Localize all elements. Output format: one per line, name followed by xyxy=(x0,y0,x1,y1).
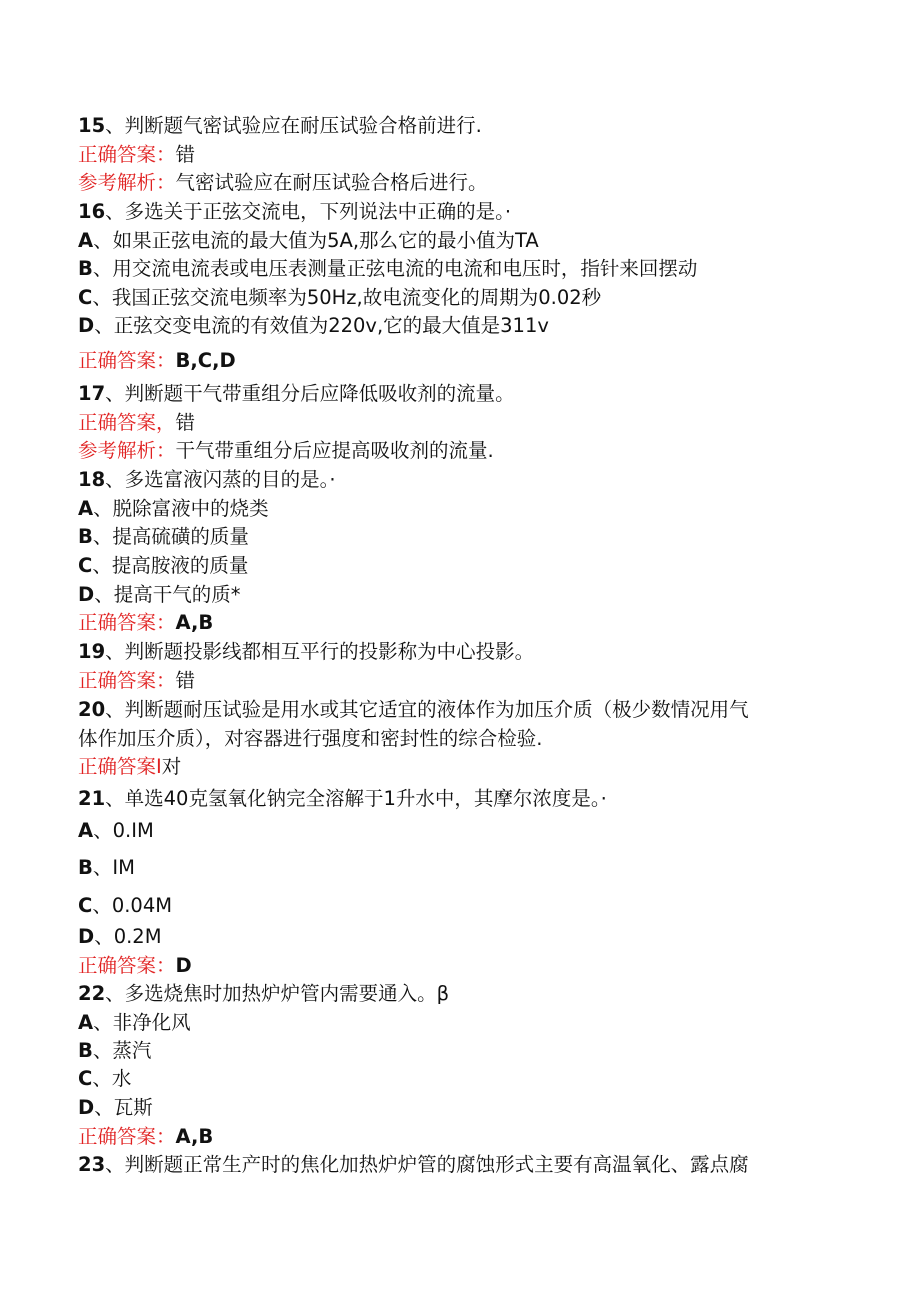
question-15 xyxy=(78,113,482,139)
question-21 xyxy=(78,786,607,812)
option-letter: A xyxy=(78,497,94,520)
answer-line xyxy=(78,1124,213,1150)
explanation-label: 参考解析： xyxy=(78,171,176,194)
option-text: 、0.04M xyxy=(92,894,173,917)
answer-label: 正确答案： xyxy=(78,954,176,977)
question-20 xyxy=(78,697,749,723)
option-letter: D xyxy=(78,925,95,948)
answer-value: B,C,D xyxy=(175,349,236,372)
answer-value: D xyxy=(175,954,192,977)
option-text: 、提高胺液的质量 xyxy=(92,554,249,577)
answer-line xyxy=(78,142,195,168)
answer-label: 正确答案I xyxy=(78,755,162,778)
question-text: 、判断题耐压试验是用水或其它适宜的液体作为加压介质（极少数情况用气 xyxy=(105,698,749,721)
option-text: 、瓦斯 xyxy=(94,1096,153,1119)
question-17 xyxy=(78,381,515,407)
question-continuation xyxy=(78,726,542,752)
question-text: 、单选40克氢氧化钠完全溶解于1升水中，其摩尔浓度是。· xyxy=(105,787,607,810)
option-letter: B xyxy=(78,1039,93,1062)
question-19 xyxy=(78,639,534,665)
option-d xyxy=(78,1095,153,1121)
question-text: 、判断题投影线都相互平行的投影称为中心投影。 xyxy=(105,640,535,663)
continuation-text: 体作加压介质），对容器进行强度和密封性的综合检验. xyxy=(78,727,543,750)
question-text: 、多选关于正弦交流电，下列说法中正确的是。· xyxy=(105,200,512,223)
option-c xyxy=(78,285,601,311)
option-letter: A xyxy=(78,229,94,252)
question-number: 19 xyxy=(78,640,106,663)
option-a xyxy=(78,496,269,522)
option-b xyxy=(78,256,697,282)
option-d xyxy=(78,582,240,608)
question-16 xyxy=(78,199,511,225)
explanation-line xyxy=(78,438,494,464)
question-23 xyxy=(78,1152,749,1178)
answer-value: A,B xyxy=(175,611,214,634)
option-c xyxy=(78,1066,131,1092)
explanation-line xyxy=(78,170,488,196)
option-d xyxy=(78,924,162,950)
option-text: 、IM xyxy=(92,856,135,879)
option-letter: B xyxy=(78,525,93,548)
question-text: 、判断题正常生产时的焦化加热炉炉管的腐蚀形式主要有高温氧化、露点腐 xyxy=(105,1153,749,1176)
option-letter: D xyxy=(78,1096,95,1119)
option-letter: C xyxy=(78,286,93,309)
option-letter: A xyxy=(78,1011,94,1034)
answer-line xyxy=(78,410,195,436)
answer-label: 正确答案， xyxy=(78,411,176,434)
option-text: 、0.IM xyxy=(93,819,154,842)
question-text: 、多选烧焦时加热炉炉管内需要通入。β xyxy=(105,982,450,1005)
question-number: 20 xyxy=(78,698,106,721)
answer-line xyxy=(78,754,181,780)
question-text: 、多选富液闪蒸的目的是。· xyxy=(105,468,336,491)
option-text: 、提高硫磺的质量 xyxy=(92,525,249,548)
answer-line xyxy=(78,668,195,694)
answer-line xyxy=(78,610,213,636)
option-letter: D xyxy=(78,314,95,337)
option-b xyxy=(78,524,249,550)
option-a xyxy=(78,818,154,844)
option-letter: A xyxy=(78,819,94,842)
answer-value: 对 xyxy=(161,755,182,778)
option-letter: B xyxy=(78,856,93,879)
option-b xyxy=(78,1038,151,1064)
question-number: 21 xyxy=(78,787,106,810)
explanation-text: 气密试验应在耐压试验合格后进行。 xyxy=(175,171,488,194)
question-number: 15 xyxy=(78,114,106,137)
answer-label: 正确答案： xyxy=(78,669,176,692)
question-22 xyxy=(78,981,449,1007)
question-number: 18 xyxy=(78,468,106,491)
option-d xyxy=(78,313,549,339)
option-c xyxy=(78,893,172,919)
option-text: 、用交流电流表或电压表测量正弦电流的电流和电压时，指针来回摆动 xyxy=(92,257,698,280)
option-text: 、提高干气的质* xyxy=(94,583,241,606)
answer-value: 错 xyxy=(175,143,196,166)
option-text: 、正弦交变电流的有效值为220v,它的最大值是311v xyxy=(94,314,549,337)
option-a xyxy=(78,1010,191,1036)
question-number: 17 xyxy=(78,382,106,405)
question-text: 、判断题干气带重组分后应降低吸收剂的流量。 xyxy=(105,382,515,405)
option-text: 、蒸汽 xyxy=(92,1039,152,1062)
answer-label: 正确答案： xyxy=(78,143,176,166)
option-a xyxy=(78,228,539,254)
question-18 xyxy=(78,467,336,493)
option-text: 、非净化风 xyxy=(93,1011,191,1034)
option-text: 、脱除富液中的烧类 xyxy=(93,497,269,520)
option-text: 、0.2M xyxy=(94,925,162,948)
option-text: 、我国正弦交流电频率为50Hz,故电流变化的周期为0.02秒 xyxy=(92,286,602,309)
explanation-text: 干气带重组分后应提高吸收剂的流量. xyxy=(175,439,494,462)
answer-line xyxy=(78,348,236,374)
question-number: 22 xyxy=(78,982,106,1005)
answer-value: A,B xyxy=(175,1125,214,1148)
answer-value: 错 xyxy=(175,411,196,434)
option-letter: C xyxy=(78,554,93,577)
option-b xyxy=(78,855,135,881)
option-letter: C xyxy=(78,1067,93,1090)
question-number: 23 xyxy=(78,1153,106,1176)
option-letter: B xyxy=(78,257,93,280)
answer-value: 错 xyxy=(175,669,196,692)
option-c xyxy=(78,553,248,579)
option-text: 、水 xyxy=(92,1067,132,1090)
option-text: 、如果正弦电流的最大值为5A,那么它的最小值为TA xyxy=(93,229,539,252)
answer-label: 正确答案： xyxy=(78,611,176,634)
option-letter: D xyxy=(78,583,95,606)
option-letter: C xyxy=(78,894,93,917)
question-text: 、判断题气密试验应在耐压试验合格前进行. xyxy=(105,114,482,137)
question-number: 16 xyxy=(78,200,106,223)
answer-label: 正确答案： xyxy=(78,349,176,372)
answer-label: 正确答案： xyxy=(78,1125,176,1148)
answer-line xyxy=(78,953,192,979)
explanation-label: 参考解析： xyxy=(78,439,176,462)
